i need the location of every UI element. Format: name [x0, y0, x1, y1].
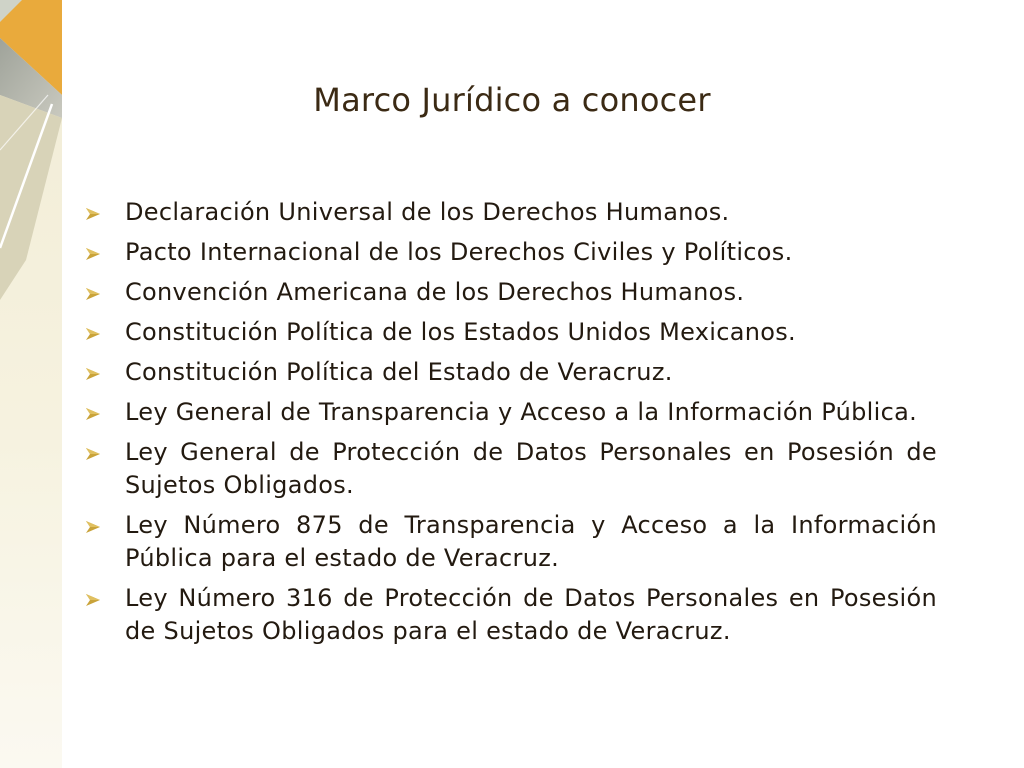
list-item-text: Ley General de Transparencia y Acceso a la Información Pública.: [125, 398, 918, 426]
arrow-bullet-icon: [84, 436, 125, 469]
list-item: [84, 236, 937, 269]
arrow-bullet-icon: [84, 582, 125, 615]
list-item: [84, 436, 937, 502]
list-item-text: Pacto Internacional de los Derechos Civiles y Políticos.: [125, 238, 793, 266]
legal-framework-list: [84, 196, 937, 655]
list-item: [84, 316, 937, 349]
list-item: [84, 276, 937, 309]
list-item: [84, 396, 937, 429]
list-item: [84, 509, 937, 575]
list-item-text: Constitución Política del Estado de Veracruz.: [125, 358, 673, 386]
list-item-text: Ley General de Protección de Datos Personales en Posesión de Sujetos Obligados.: [125, 438, 937, 499]
slide-title: Marco Jurídico a conocer: [313, 81, 711, 119]
arrow-bullet-icon: [84, 276, 125, 309]
list-item-text: Ley Número 875 de Transparencia y Acceso a la Información Pública para el estado de Veracruz.: [125, 511, 937, 572]
list-item-text: Convención Americana de los Derechos Humanos.: [125, 278, 745, 306]
arrow-bullet-icon: [84, 396, 125, 429]
arrow-bullet-icon: [84, 196, 125, 229]
arrow-bullet-icon: [84, 236, 125, 269]
arrow-bullet-icon: [84, 316, 125, 349]
list-item: [84, 356, 937, 389]
arrow-bullet-icon: [84, 356, 125, 389]
list-item: [84, 196, 937, 229]
list-item-text: Constitución Política de los Estados Unidos Mexicanos.: [125, 318, 796, 346]
arrow-bullet-icon: [84, 509, 125, 542]
list-item: [84, 582, 937, 648]
list-item-text: Declaración Universal de los Derechos Humanos.: [125, 198, 730, 226]
list-item-text: Ley Número 316 de Protección de Datos Personales en Posesión de Sujetos Obligados para el estado de Veracruz.: [125, 584, 937, 645]
